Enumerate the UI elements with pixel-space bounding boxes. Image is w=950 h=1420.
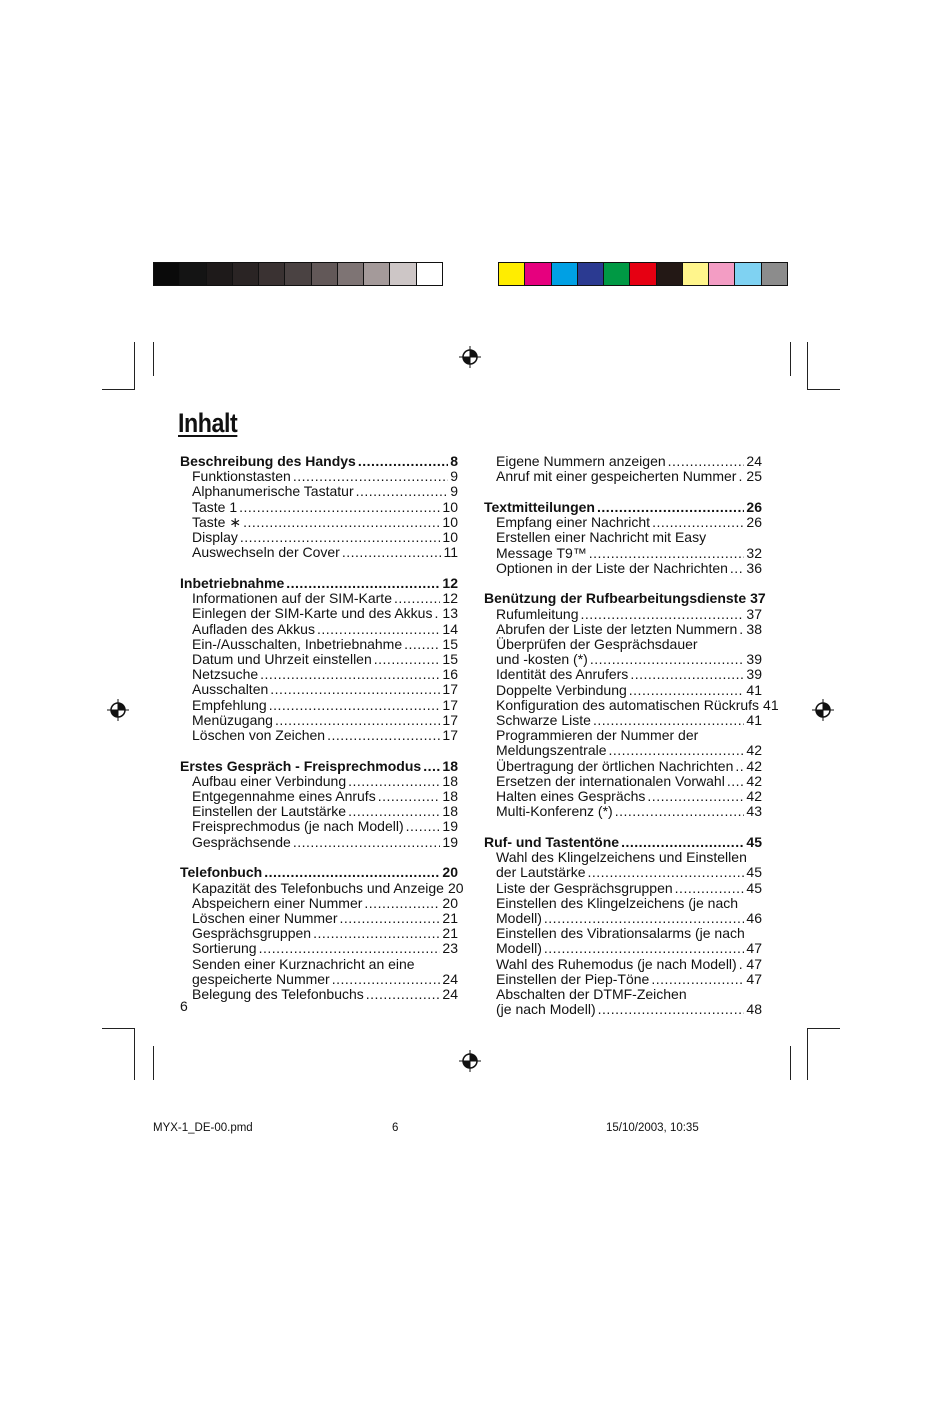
toc-leader-dots [293, 835, 441, 850]
toc-leader-dots [243, 515, 440, 530]
toc-entry-label: Ein-/Ausschalten, Inbetriebnahme [192, 635, 403, 652]
toc-entry-label: der Lautstärke [496, 864, 586, 881]
crop-mark [102, 1028, 135, 1029]
toc-entry [180, 484, 458, 499]
toc-entry [484, 865, 762, 880]
toc-leader-dots [581, 607, 745, 622]
toc-leader-dots [293, 469, 448, 484]
toc-entry-label-line: Wahl des Klingelzeichens und Einstellen [496, 849, 747, 866]
crop-mark [807, 1028, 808, 1080]
toc-page-number: 39 [746, 666, 762, 683]
toc-leader-dots [598, 1002, 745, 1017]
toc-entry-label: Kapazität des Telefonbuchs und Anzeige [192, 879, 444, 896]
toc-section [484, 835, 762, 1017]
toc-section [180, 759, 458, 850]
calibration-swatch [390, 263, 416, 285]
toc-leader-dots [348, 804, 440, 819]
toc-entry [484, 683, 762, 698]
toc-page-number: 39 [746, 651, 762, 668]
toc-leader-dots [374, 652, 441, 667]
toc-entry-label: Konfiguration des automatischen Rückrufs [496, 696, 760, 713]
toc-entry [484, 911, 762, 926]
toc-entry [484, 941, 762, 956]
toc-entry-label: Telefonbuch [180, 864, 263, 881]
toc-page-number: 45 [746, 864, 762, 881]
toc-entry [484, 972, 762, 987]
toc-leader-dots [406, 819, 441, 834]
toc-page-number: 10 [442, 498, 458, 515]
calibration-swatch [207, 263, 233, 285]
toc-entry [180, 622, 458, 637]
toc-entry [180, 606, 458, 621]
calibration-swatch [630, 263, 656, 285]
toc-page-number: 23 [442, 940, 458, 957]
toc-leader-dots [270, 682, 440, 697]
toc-leader-dots [615, 804, 745, 819]
toc-entry [180, 682, 458, 697]
toc-entry [484, 774, 762, 789]
toc-entry-label: (je nach Modell) [496, 1001, 596, 1018]
calibration-swatch [259, 263, 285, 285]
toc-entry-label: Anruf mit einer gespeicherten Nummer [496, 468, 737, 485]
toc-page-number: 17 [442, 711, 458, 728]
toc-leader-dots [275, 713, 440, 728]
toc-leader-dots [239, 500, 440, 515]
toc-entry [484, 696, 779, 713]
toc-page-number: 25 [746, 468, 762, 485]
toc-page-number: 45 [746, 879, 762, 896]
toc-page-number: 8 [450, 453, 458, 469]
toc-entry [180, 515, 458, 530]
toc-leader-dots [629, 683, 745, 698]
toc-leader-dots [738, 469, 744, 484]
toc-leader-dots [378, 789, 441, 804]
toc-page-number: 37 [746, 605, 762, 622]
toc-page-number: 26 [746, 498, 762, 515]
toc-entry-label: Wahl des Ruhemodus (je nach Modell) [496, 955, 737, 972]
toc-entry-label: Textmitteilungen [484, 498, 595, 515]
toc-left-column [180, 453, 464, 1018]
toc-entry-label-line: Erstellen einer Nachricht mit Easy [496, 529, 707, 546]
toc-entry-label: Halten eines Gesprächs [496, 788, 646, 805]
toc-section-heading [180, 759, 458, 774]
toc-entry-label: Display [192, 529, 238, 546]
toc-leader-dots [544, 941, 745, 956]
toc-page-number: 17 [442, 726, 458, 743]
toc-entry [484, 743, 762, 758]
toc-page-number: 19 [442, 833, 458, 850]
toc-entry [180, 591, 458, 606]
toc-entry [180, 530, 458, 545]
toc-section [484, 500, 762, 576]
toc-leader-dots [735, 759, 744, 774]
toc-entry [484, 881, 762, 896]
registration-mark-icon [459, 1050, 481, 1072]
toc-entry-label: Einstellen der Piep-Töne [496, 970, 650, 987]
toc-entry [180, 804, 458, 819]
toc-entry-label: Gesprächsende [192, 833, 291, 850]
toc-page-number: 42 [746, 742, 762, 759]
registration-mark-icon [459, 346, 481, 368]
toc-entry [484, 667, 762, 682]
toc-leader-dots [597, 500, 744, 515]
toc-section-heading [180, 865, 458, 880]
toc-page-number: 38 [746, 620, 762, 637]
toc-entry-label: Empfehlung [192, 696, 267, 713]
toc-leader-dots [240, 530, 441, 545]
toc-page-number: 13 [442, 605, 458, 622]
toc-page-number: 16 [442, 666, 458, 683]
calibration-swatch [233, 263, 259, 285]
toc-entry-label: Menüzugang [192, 711, 273, 728]
toc-page-number: 47 [746, 940, 762, 957]
toc-page-number: 43 [746, 803, 762, 820]
toc-page-number: 10 [442, 513, 458, 530]
toc-entry-label: Modell) [496, 909, 542, 926]
toc-entry-label: Sortierung [192, 940, 257, 957]
toc-entry [180, 789, 458, 804]
toc-entry [484, 515, 762, 530]
toc-leader-dots [340, 911, 441, 926]
footer-file: MYX-1_DE-00.pmd [153, 1122, 253, 1134]
toc-entry-label: Aufbau einer Verbindung [192, 772, 347, 789]
toc-entry-label: Beschreibung des Handys [180, 453, 356, 469]
calibration-swatch [762, 263, 787, 285]
footer-timestamp: 15/10/2003, 10:35 [606, 1122, 699, 1134]
calibration-swatch [154, 263, 180, 285]
toc-page-number: 41 [746, 681, 762, 698]
toc-leader-dots [366, 987, 441, 1002]
toc-page-number: 45 [746, 833, 762, 850]
toc-entry [180, 987, 458, 1002]
toc-entry-label-line: Senden einer Kurznachricht an eine [192, 955, 415, 972]
toc-leader-dots [647, 789, 744, 804]
toc-entry-label: Erstes Gespräch - Freisprechmodus [180, 757, 422, 774]
toc-page-number: 12 [442, 574, 458, 591]
toc-leader-dots [651, 972, 744, 987]
toc-entry [180, 819, 458, 834]
calibration-swatch [709, 263, 735, 285]
toc-entry [180, 667, 458, 682]
toc-entry [484, 713, 762, 728]
toc-section [484, 590, 779, 820]
toc-leader-dots [739, 957, 745, 972]
page-number: 6 [180, 998, 188, 1014]
toc-leader-dots [621, 835, 744, 850]
toc-section [180, 454, 458, 560]
toc-entry-label: gespeicherte Nummer [192, 970, 330, 987]
toc-page-number: 36 [746, 559, 762, 576]
toc-entry-label-line: Programmieren der Nummer der [496, 727, 699, 744]
toc-leader-dots [630, 667, 744, 682]
toc-page-number: 41 [746, 712, 762, 729]
toc-leader-dots [269, 698, 441, 713]
toc-entry-label-line: Einstellen des Vibrationsalarms (je nach [496, 925, 745, 942]
crop-mark [134, 342, 135, 390]
toc-page-number: 21 [442, 925, 458, 942]
toc-entry [484, 1002, 762, 1017]
calibration-swatch [285, 263, 311, 285]
toc-page-number: 14 [442, 620, 458, 637]
toc-leader-dots [423, 759, 440, 774]
toc-entry-label: Alphanumerische Tastatur [192, 483, 354, 500]
crop-mark [807, 342, 808, 390]
toc-page-number: 12 [442, 590, 458, 607]
toc-leader-dots [675, 881, 745, 896]
toc-page-number: 46 [746, 909, 762, 926]
toc-page-number: 42 [746, 757, 762, 774]
toc-entry-label: Multi-Konferenz (*) [496, 803, 613, 820]
toc-entry [180, 835, 458, 850]
toc-page-number: 10 [442, 529, 458, 546]
crop-mark [790, 342, 791, 376]
crop-mark [807, 1028, 840, 1029]
toc-entry [180, 911, 458, 926]
toc-leader-dots [264, 865, 440, 880]
calibration-swatch [604, 263, 630, 285]
toc-leader-dots [317, 622, 440, 637]
toc-entry-label: Funktionstasten [192, 468, 291, 485]
toc-entry-label: Identität des Anrufers [496, 666, 629, 683]
toc-leader-dots [332, 972, 441, 987]
toc-entry-label: Aufladen des Akkus [192, 620, 315, 637]
footer-page: 6 [392, 1122, 399, 1134]
toc-entry [180, 469, 458, 484]
toc-leader-dots [739, 622, 744, 637]
calibration-swatch [525, 263, 551, 285]
grayscale-calibration-bar [153, 262, 443, 286]
toc-entry-label: Löschen einer Nummer [192, 909, 338, 926]
calibration-swatch [735, 263, 761, 285]
crop-mark [153, 1046, 154, 1080]
toc-entry [484, 804, 762, 819]
toc-entry [180, 637, 458, 652]
toc-entry-label: Informationen auf der SIM-Karte [192, 590, 392, 607]
toc-entry [180, 713, 458, 728]
toc-entry [180, 972, 458, 987]
crop-mark [807, 389, 840, 390]
toc-entry-label: Modell) [496, 940, 542, 957]
toc-entry [484, 759, 762, 774]
toc-entry-label: Rufumleitung [496, 605, 579, 622]
toc-entry [484, 561, 762, 576]
toc-entry-label: Liste der Gesprächsgruppen [496, 879, 673, 896]
crop-mark [153, 342, 154, 376]
crop-mark [134, 1028, 135, 1080]
toc-entry-label: Netzsuche [192, 666, 259, 683]
toc-entry [180, 941, 458, 956]
toc-entry-label: Ruf- und Tastentöne [484, 833, 620, 850]
toc-entry-label: Doppelte Verbindung [496, 681, 627, 698]
toc-page-number: 24 [442, 970, 458, 987]
registration-mark-icon [812, 699, 834, 721]
toc-entry [484, 789, 762, 804]
toc-entry [180, 774, 458, 789]
toc-entry [180, 698, 458, 713]
toc-entry [180, 652, 458, 667]
toc-leader-dots [593, 713, 744, 728]
calibration-swatch [578, 263, 604, 285]
toc-page-number: 9 [450, 468, 458, 485]
toc-entry-label: Empfang einer Nachricht [496, 514, 651, 531]
toc-entry-label: Inbetriebnahme [180, 574, 285, 591]
toc-section [180, 864, 464, 1002]
toc-entry-label: Freisprechmodus (je nach Modell) [192, 818, 404, 835]
toc-entry [180, 728, 458, 743]
toc-page-number: 26 [746, 514, 762, 531]
toc-leader-dots [590, 652, 745, 667]
toc-entry-label: Abspeichern einer Nummer [192, 894, 363, 911]
toc-right-column [484, 453, 779, 1033]
toc-leader-dots [589, 546, 745, 561]
calibration-swatch [683, 263, 709, 285]
toc-leader-dots [358, 454, 448, 469]
toc-leader-dots [348, 774, 440, 789]
toc-page-number: 20 [442, 864, 458, 881]
toc-entry [180, 896, 458, 911]
toc-leader-dots [327, 728, 440, 743]
calibration-swatch [180, 263, 206, 285]
toc-entry-label: Gesprächsgruppen [192, 925, 312, 942]
page-title: Inhalt [178, 408, 238, 438]
toc-entry [484, 607, 762, 622]
toc-entry-label: Taste 1 [192, 498, 238, 515]
toc-page-number: 24 [746, 453, 762, 469]
toc-leader-dots [286, 576, 440, 591]
toc-page-number: 42 [746, 772, 762, 789]
toc-page-number: 19 [442, 818, 458, 835]
toc-leader-dots [364, 896, 440, 911]
toc-entry [484, 454, 762, 469]
calibration-swatch [417, 263, 442, 285]
toc-leader-dots [404, 637, 440, 652]
toc-leader-dots [609, 743, 745, 758]
toc-entry-label: Taste ∗ [192, 513, 242, 530]
toc-entry [484, 622, 762, 637]
calibration-swatch [552, 263, 578, 285]
toc-leader-dots [544, 911, 745, 926]
toc-entry-label-line: Überprüfen der Gesprächsdauer [496, 636, 698, 653]
registration-mark-icon [107, 699, 129, 721]
toc-entry-label: Belegung des Telefonbuchs [192, 986, 364, 1002]
toc-entry [180, 926, 458, 941]
toc-leader-dots [259, 941, 441, 956]
toc-entry-label: Eigene Nummern anzeigen [496, 453, 666, 469]
toc-page-number: 47 [746, 970, 762, 987]
toc-entry-label: Datum und Uhrzeit einstellen [192, 650, 372, 667]
toc-leader-dots [342, 545, 442, 560]
toc-entry-label: Meldungszentrale [496, 742, 607, 759]
toc-page-number: 48 [746, 1001, 762, 1018]
toc-entry-label-line: Einstellen des Klingelzeichens (je nach [496, 894, 739, 911]
toc-leader-dots [588, 865, 745, 880]
toc-section-heading [484, 500, 762, 515]
toc-entry-label: Schwarze Liste [496, 712, 591, 729]
toc-entry-label: und -kosten (*) [496, 651, 588, 668]
toc-entry-label: Message T9™ [496, 544, 587, 561]
toc-section-heading [180, 454, 458, 469]
toc-leader-dots [260, 667, 440, 682]
calibration-swatch [338, 263, 364, 285]
calibration-swatch [364, 263, 390, 285]
toc-page-number: 17 [442, 681, 458, 698]
toc-entry [180, 545, 458, 560]
toc-page-number: 9 [450, 483, 458, 500]
toc-page-number: 18 [442, 772, 458, 789]
toc-page-number: 41 [763, 696, 779, 713]
toc-page-number: 17 [442, 696, 458, 713]
toc-leader-dots [652, 515, 744, 530]
toc-page-number: 32 [746, 544, 762, 561]
toc-entry-label: Löschen von Zeichen [192, 726, 326, 743]
toc-page-number: 15 [442, 635, 458, 652]
toc-section-heading [484, 835, 762, 850]
toc-page-number: 21 [442, 909, 458, 926]
toc-page-number: 42 [746, 788, 762, 805]
toc-page-number: 18 [442, 803, 458, 820]
toc-section-heading [180, 576, 458, 591]
toc-leader-dots [356, 484, 449, 499]
toc-leader-dots [727, 774, 745, 789]
toc-entry-label: Ersetzen der internationalen Vorwahl [496, 772, 725, 789]
toc-section [484, 454, 762, 484]
crop-mark [102, 389, 135, 390]
calibration-swatch [312, 263, 338, 285]
toc-entry [484, 546, 762, 561]
toc-leader-dots [434, 606, 440, 621]
toc-entry [484, 469, 762, 484]
toc-page-number: 18 [442, 788, 458, 805]
toc-entry-label-line: Abschalten der DTMF-Zeichen [496, 986, 687, 1002]
toc-entry-label: Übertragung der örtlichen Nachrichten [496, 757, 734, 774]
toc-page-number: 47 [746, 955, 762, 972]
toc-entry [180, 500, 458, 515]
toc-entry-label: Benützung der Rufbearbeitungsdienste [484, 590, 747, 607]
toc-entry-label: Ausschalten [192, 681, 269, 698]
toc-page-number: 11 [443, 544, 458, 561]
crop-mark [790, 1046, 791, 1080]
toc-section [180, 576, 458, 743]
calibration-swatch [657, 263, 683, 285]
color-calibration-bar [498, 262, 788, 286]
toc-page-number: 37 [750, 590, 766, 607]
toc-page-number: 20 [447, 879, 464, 896]
toc-page-number: 24 [442, 986, 458, 1002]
toc-entry [484, 652, 762, 667]
toc-page-number: 18 [442, 757, 458, 774]
toc-leader-dots [668, 454, 745, 469]
toc-leader-dots [730, 561, 745, 576]
toc-entry-label: Auswechseln der Cover [192, 544, 340, 561]
toc-section-heading [484, 590, 766, 607]
toc-entry-label: Optionen in der Liste der Nachrichten [496, 559, 728, 576]
toc-entry [180, 879, 464, 896]
toc-entry-label: Einstellen der Lautstärke [192, 803, 347, 820]
toc-entry-label: Entgegennahme eines Anrufs [192, 788, 376, 805]
calibration-swatch [499, 263, 525, 285]
toc-leader-dots [394, 591, 440, 606]
toc-entry-label: Abrufen der Liste der letzten Nummern [496, 620, 738, 637]
toc-entry [484, 957, 762, 972]
toc-page-number: 20 [442, 894, 458, 911]
toc-entry-label: Einlegen der SIM-Karte und des Akkus [192, 605, 433, 622]
toc-leader-dots [313, 926, 440, 941]
toc-page-number: 15 [442, 650, 458, 667]
